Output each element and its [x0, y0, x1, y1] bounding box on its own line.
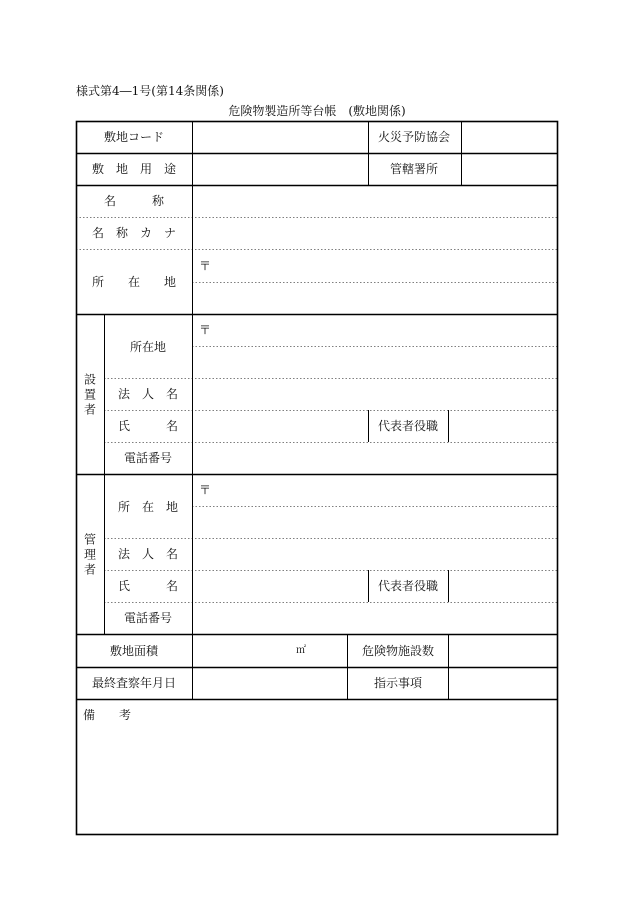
installer-corp-name-field[interactable] — [193, 379, 557, 410]
form-number: 様式第4―1号(第14条関係) — [76, 84, 224, 98]
installer-person-name-field[interactable] — [193, 411, 368, 442]
manager-person-name-label: 氏 名 — [117, 579, 179, 593]
manager-phone-field[interactable] — [193, 603, 557, 634]
name-kana-field[interactable] — [193, 218, 557, 249]
location-field[interactable] — [193, 250, 557, 314]
name-label: 名 称 — [103, 194, 165, 208]
manager-postal-mark: 〒 — [199, 483, 212, 497]
site-use-field[interactable] — [193, 154, 368, 185]
postal-mark: 〒 — [199, 259, 212, 273]
name-field[interactable] — [193, 186, 557, 217]
installer-rep-title-label: 代表者役職 — [377, 419, 439, 433]
manager-location-label: 所 在 地 — [117, 500, 179, 514]
site-code-field[interactable] — [193, 122, 368, 153]
jurisdiction-label: 管轄署所 — [389, 162, 439, 176]
manager-location-field[interactable] — [193, 475, 557, 538]
name-kana-label: 名 称 カ ナ — [91, 226, 177, 240]
facility-count-label: 危険物施設数 — [361, 644, 435, 658]
last-inspection-field[interactable] — [193, 668, 347, 699]
manager-corp-name-label: 法 人 名 — [117, 547, 179, 561]
site-code-label: 敷地コード — [103, 130, 165, 144]
manager-phone-label: 電話番号 — [123, 611, 173, 625]
installer-phone-label: 電話番号 — [123, 451, 173, 465]
manager-rep-title-label: 代表者役職 — [377, 579, 439, 593]
area-unit: ㎡ — [296, 645, 306, 656]
remarks-field[interactable] — [77, 700, 557, 834]
site-area-field[interactable] — [193, 635, 347, 667]
directives-field[interactable] — [449, 668, 557, 699]
last-inspection-label: 最終査察年月日 — [91, 676, 177, 690]
installer-location-field[interactable] — [193, 315, 557, 378]
facility-count-field[interactable] — [449, 635, 557, 667]
installer-person-name-label: 氏 名 — [117, 419, 179, 433]
installer-location-label: 所在地 — [129, 340, 167, 354]
manager-corp-name-field[interactable] — [193, 539, 557, 570]
installer-phone-field[interactable] — [193, 443, 557, 474]
location-label: 所 在 地 — [91, 275, 177, 289]
installer-rep-title-field[interactable] — [449, 411, 557, 442]
installer-group-label: 設置者 — [83, 372, 96, 417]
directives-label: 指示事項 — [373, 676, 423, 690]
fire-assoc-field[interactable] — [462, 122, 557, 153]
manager-rep-title-field[interactable] — [449, 571, 557, 602]
jurisdiction-field[interactable] — [462, 154, 557, 185]
manager-group-label: 管理者 — [83, 532, 96, 577]
remarks-label: 備 考 — [83, 708, 132, 722]
fire-assoc-label: 火災予防協会 — [377, 130, 451, 144]
site-area-label: 敷地面積 — [109, 644, 159, 658]
manager-person-name-field[interactable] — [193, 571, 368, 602]
page-title: 危険物製造所等台帳 (敷地関係) — [228, 104, 406, 118]
installer-postal-mark: 〒 — [199, 323, 212, 337]
installer-corp-name-label: 法 人 名 — [117, 387, 179, 401]
site-use-label: 敷 地 用 途 — [91, 162, 177, 176]
